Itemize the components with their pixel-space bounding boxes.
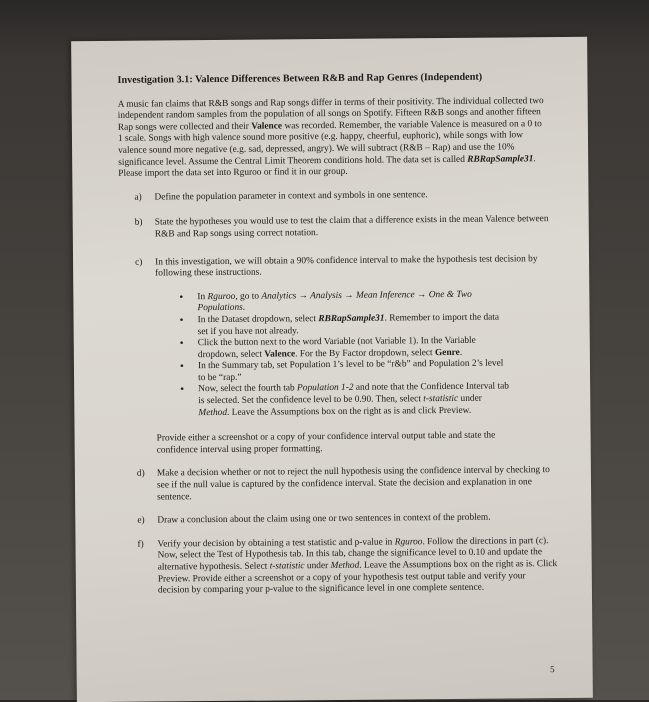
instruction-item [180, 382, 510, 420]
instruction-text: In the Summary tab, set Population 1’s level to be “r&b” and Population 2’s level to be “rap.” [197, 358, 504, 384]
instruction-item [180, 312, 510, 338]
instruction-text: . [459, 347, 463, 358]
instruction-valence: Valence [264, 349, 296, 360]
instruction-text: and note that the Confidence Interval tab is selected. Set the confidence level to be 0.90. Then, select [198, 381, 509, 407]
instruction-method: Method [198, 407, 228, 418]
instruction-text: Now, select the fourth tab [198, 383, 298, 395]
question-f-text [157, 536, 557, 597]
provide-instruction: Provide either a screenshot or a copy of your confidence interval output table and state the confidence interval using proper formatting. [156, 430, 496, 456]
instruction-text: In [197, 291, 208, 302]
question-f-method: Method [330, 560, 360, 572]
instruction-text: , go to [235, 291, 262, 302]
question-d [137, 465, 557, 503]
instruction-text: Click the button next to the word Variable (not Variable 1). In the Variable dropdown, select [197, 335, 476, 360]
instruction-item [179, 289, 509, 315]
intro-paragraph [118, 96, 549, 181]
instruction-tstat: t-statistic [423, 393, 459, 405]
page-number: 5 [550, 664, 555, 675]
question-f-label: f) [137, 539, 144, 550]
instruction-text: under [458, 393, 482, 404]
question-e [137, 512, 557, 527]
instruction-dataset: RBRapSample31 [318, 313, 385, 325]
instruction-menu-path: Analytics → Analysis → Mean Inference → One & Two Populations [197, 289, 472, 314]
intro-dataset-name: RBRapSample31 [467, 153, 534, 165]
instruction-text: In the Dataset dropdown, select [197, 314, 319, 326]
question-e-text: Draw a conclusion about the claim using one or two sentences in context of the problem. [157, 512, 491, 526]
question-c-label: c) [135, 257, 143, 268]
worksheet-page [71, 37, 593, 702]
question-b-label: b) [134, 217, 143, 229]
question-e-label: e) [137, 515, 145, 526]
question-c [135, 254, 555, 281]
instruction-text: . Remember to import the data set if you have not already. [197, 312, 500, 337]
question-f-part: . Follow the directions in part (c). Now, select the Test of Hypothesis tab. In this tab, change the significance level to 0.10 and update the alternative hypothesis. Select [157, 535, 549, 573]
instruction-text: . [242, 303, 246, 314]
question-f-part: . Leave the Assumptions box on the right as is. Click Preview. Provide either a screenshot or a copy of your hypothesis test output table and verify your decision by comparing your p-value to the significance level in one complete sentence. [157, 559, 558, 596]
instruction-genre: Genre [434, 347, 460, 358]
intro-text-1: A music fan claims that R&B songs and Rap songs differ in terms of their positivity. The individual collected two independent random samples from the population of all songs on Spotify. Fifteen R&B songs and another fifteen Rap songs were collected and their [117, 95, 544, 133]
question-d-text: Make a decision whether or not to reject the null hypothesis using the confidence interval by checking to see if the null value is captured by the confidence interval. State the decision and explanation in one sentence. [156, 465, 550, 503]
intro-text-2: was recorded. Remember, the variable Valence is measured on a 0 to 1 scale. Songs with high valence sound more positive (e.g. happy, cheerful, euphoric), while songs with low valence sound more negative (e.g. sad, depressed, angry). We will subtract (R&B – Rap) and use the 10% significance level. Assume the Central Limit Theorem conditions hold. The data set is called [117, 118, 542, 168]
question-f-part: Verify your decision by obtaining a test statistic and p-value in [157, 537, 395, 550]
investigation-title: Investigation 3.1: Valence Differences Between R&B and Rap Genres (Independent) [117, 71, 483, 86]
question-b-text: State the hypotheses you would use to test the claim that a difference exists in the mean Valence between R&B and Rap songs using correct notation. [154, 214, 549, 240]
question-b [135, 214, 555, 241]
instruction-text: . Leave the Assumptions box on the right as is and click Preview. [226, 405, 472, 418]
question-c-text: In this investigation, we will obtain a 90% confidence interval to make the hypothesis test decision by following these instructions. [155, 253, 538, 279]
question-a-label: a) [134, 192, 142, 203]
intro-text-3: . Please import the data set into Rguroo or find it in our group. [118, 153, 536, 180]
instruction-text: . For the By Factor dropdown, select [295, 347, 436, 360]
question-a-text: Define the population parameter in context and symbols in one sentence. [154, 189, 428, 203]
instruction-tab-name: Population 1-2 [296, 383, 354, 394]
question-d-label: d) [136, 469, 145, 480]
question-a [134, 189, 554, 204]
question-f [137, 536, 557, 598]
instruction-item [180, 336, 510, 362]
instruction-list [179, 289, 510, 419]
intro-valence: Valence [251, 121, 283, 132]
question-f-part: under [304, 561, 331, 572]
question-f-tstat: t-statistic [269, 561, 305, 572]
question-f-rguroo: Rguroo [394, 537, 423, 548]
instruction-rguroo: Rguroo [207, 291, 236, 302]
